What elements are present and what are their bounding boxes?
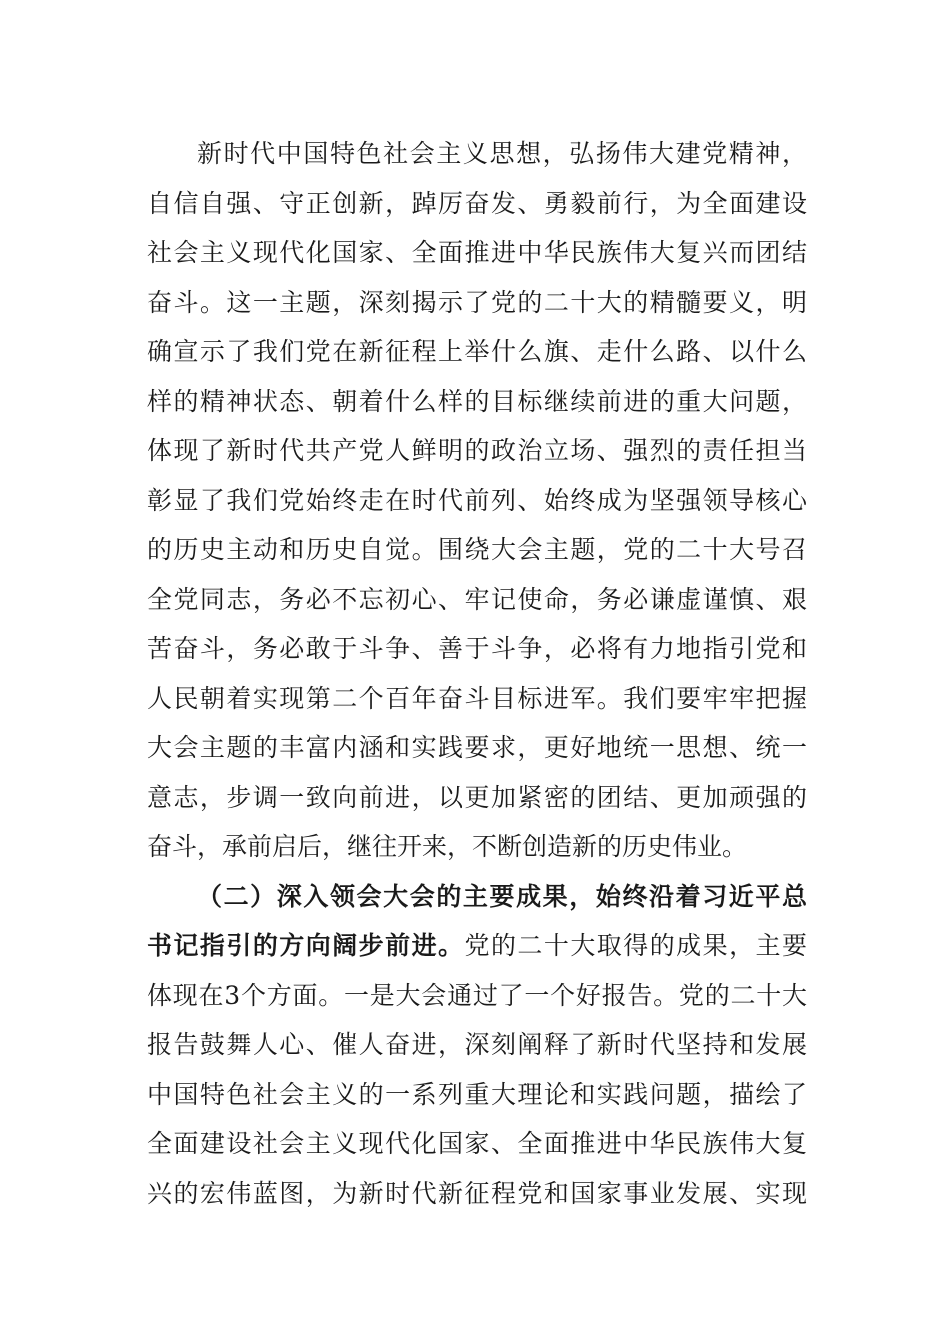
text-run: 党的二十大取得的成果，主要 <box>464 931 807 960</box>
paragraph-theme <box>147 129 807 872</box>
text-line: 体现在3个方面。一是大会通过了一个好报告。党的二十大 <box>147 980 807 1010</box>
text-line-mixed <box>147 921 807 971</box>
text-line: 全党同志，务必不忘初心、牢记使命，务必谦虚谨慎、艰 <box>147 584 807 614</box>
text-line: 中国特色社会主义的一系列重大理论和实践问题，描绘了 <box>147 1079 807 1109</box>
body-text <box>147 129 807 1218</box>
text-line: 大会主题的丰富内涵和实践要求，更好地统一思想、统一 <box>147 733 807 762</box>
text-line: 苦奋斗，务必敢于斗争、善于斗争，必将有力地指引党和 <box>147 634 807 663</box>
text-line: 自信自强、守正创新，踔厉奋发、勇毅前行，为全面建设 <box>147 188 807 218</box>
text-line: 的历史主动和历史自觉。围绕大会主题，党的二十大号召 <box>147 535 807 564</box>
section-heading: （二）深入领会大会的主要成果，始终沿着习近平总 <box>197 881 807 911</box>
section-heading-end: 书记指引的方向阔步前进。 <box>147 931 465 960</box>
text-line: 报告鼓舞人心、催人奋进，深刻阐释了新时代坚持和发展 <box>147 1030 807 1059</box>
text-line: 确宣示了我们党在新征程上举什么旗、走什么路、以什么 <box>147 337 807 366</box>
text-line: 新时代中国特色社会主义思想，弘扬伟大建党精神， <box>197 139 807 168</box>
text-line: 奋斗。这一主题，深刻揭示了党的二十大的精髓要义，明 <box>147 287 807 317</box>
text-line: 彰显了我们党始终走在时代前列、始终成为坚强领导核心 <box>147 485 807 515</box>
text-line: 意志，步调一致向前进，以更加紧密的团结、更加顽强的 <box>147 782 807 812</box>
paragraph-achievements <box>147 872 807 1219</box>
text-line: 全面建设社会主义现代化国家、全面推进中华民族伟大复 <box>147 1129 807 1158</box>
text-line: 人民朝着实现第二个百年奋斗目标进军。我们要牢牢把握 <box>147 683 807 713</box>
text-line: 奋斗，承前启后，继往开来，不断创造新的历史伟业。 <box>147 832 748 861</box>
text-line: 兴的宏伟蓝图，为新时代新征程党和国家事业发展、实现 <box>147 1178 807 1208</box>
text-line: 体现了新时代共产党人鲜明的政治立场、强烈的责任担当 <box>147 436 807 465</box>
text-line: 样的精神状态、朝着什么样的目标继续前进的重大问题， <box>147 386 807 416</box>
text-line: 社会主义现代化国家、全面推进中华民族伟大复兴而团结 <box>147 238 807 267</box>
